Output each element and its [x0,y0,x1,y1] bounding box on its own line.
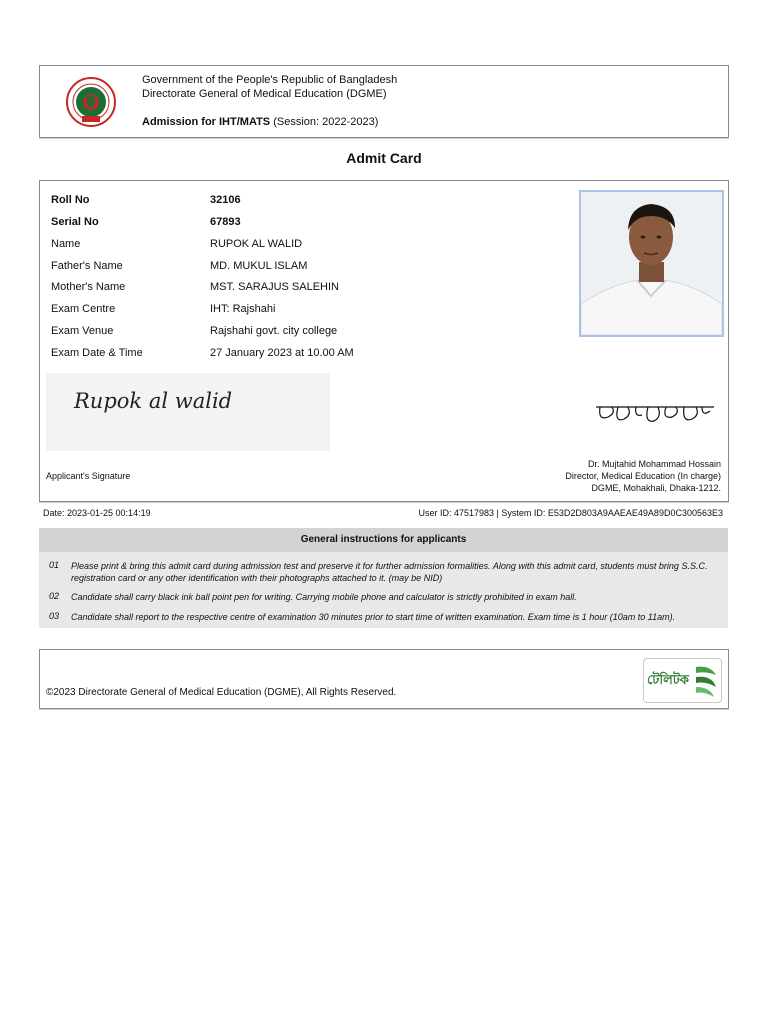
field-value: 32106 [210,194,241,206]
applicant-photo [579,190,724,337]
field-label: Exam Centre [51,303,116,315]
directorate-name: Directorate General of Medical Education (DGME) [142,88,387,100]
handwritten-signature: Rupok al walid [74,389,233,413]
instruction-text: Candidate shall report to the respective centre of examination 30 minutes prior to start time of written examination. Exam time is 1 hour (10am to 11am). [71,612,676,622]
copyright-text: ©2023 Directorate General of Medical Education (DGME), All Rights Reserved. [46,687,397,698]
government-seal-icon [66,77,116,127]
teletalk-leaf-icon [694,663,718,699]
issue-date: Date: 2023-01-25 00:14:19 [43,508,151,518]
director-address: DGME, Mohakhali, Dhaka-1212. [591,483,721,493]
teletalk-logo [643,658,722,703]
instructions-panel [39,528,728,628]
header-box [39,65,729,138]
field-value: IHT: Rajshahi [210,303,276,315]
instruction-text: Candidate shall carry black ink ball point pen for writing. Carrying mobile phone and calculator is strictly prohibited in exam hall. [71,592,577,602]
field-value: 27 January 2023 at 10.00 AM [210,347,354,359]
field-value: Rajshahi govt. city college [210,325,338,337]
teletalk-logo-text: টেলিটক [647,672,689,687]
field-label: Exam Venue [51,325,114,337]
admit-card-box [39,180,729,502]
field-label: Name [51,238,81,250]
applicant-signature-image [46,373,330,451]
instruction-number: 01 [49,560,60,570]
page-title: Admit Card [346,150,422,166]
field-value: RUPOK AL WALID [210,238,303,250]
instruction-number: 03 [49,611,60,621]
field-label: Father's Name [51,260,123,272]
field-label: Serial No [51,216,99,228]
field-label: Exam Date & Time [51,347,143,359]
user-system-id: User ID: 47517983 | System ID: E53D2D803A9AAEAE49A89D0C300563E3 [418,508,723,518]
field-value: MST. SARAJUS SALEHIN [210,281,339,293]
field-value: MD. MUKUL ISLAM [210,260,308,272]
applicant-signature-label: Applicant's Signature [46,471,131,481]
field-value: 67893 [210,216,241,228]
director-signature-icon [592,397,718,427]
director-name: Dr. Mujtahid Mohammad Hossain [587,459,721,469]
instruction-text: Please print & bring this admit card during admission test and preserve it for further admission formalities. Along with this admit card, students must bring S.S.C. registration card or any other identification with their photographs attached to it. (may be NID) [71,561,708,583]
footer-box [39,649,729,709]
government-name: Government of the People's Republic of Bangladesh [142,74,398,86]
person-photo-icon [581,192,722,335]
instruction-number: 02 [49,591,60,601]
admission-session: (Session: 2022-2023) [273,116,379,128]
admission-title: Admission for IHT/MATS [142,116,271,128]
field-label: Roll No [51,194,90,206]
instructions-heading: General instructions for applicants [39,528,728,552]
admission-line [142,116,378,128]
director-title: Director, Medical Education (In charge) [565,471,721,481]
field-label: Mother's Name [51,281,126,293]
